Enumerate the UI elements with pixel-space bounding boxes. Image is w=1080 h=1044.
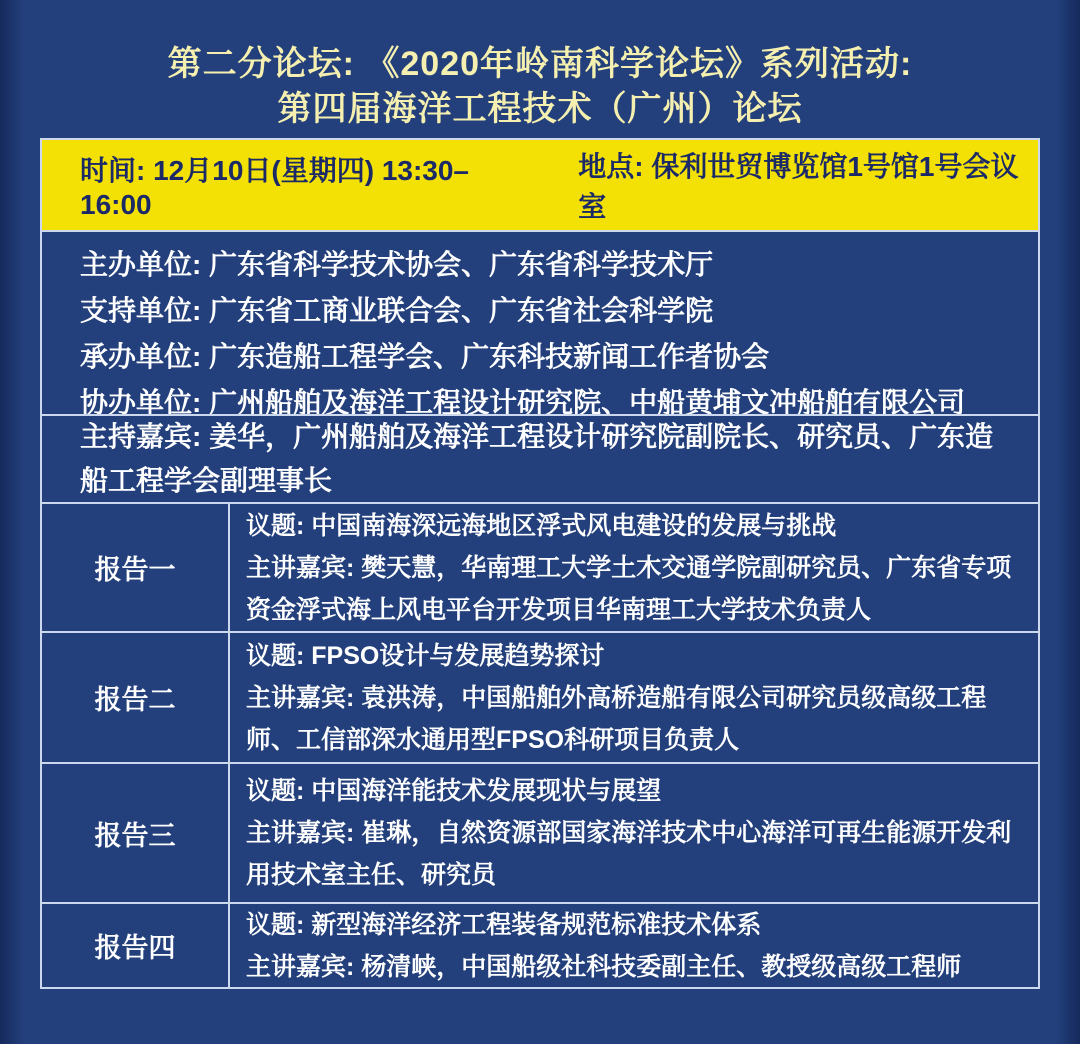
report-1-topic: 议题: 中国南海深远海地区浮式风电建设的发展与挑战 [246,511,837,540]
event-time: 时间: 12月10日(星期四) 13:30–16:00 [80,155,470,220]
report-3-speaker: 主讲嘉宾: 崔琳，自然资源部国家海洋技术中心海洋可再生能源开发利用技术室主任、研究员 [246,819,1012,889]
forum-title [0,0,1080,132]
report-3-topic: 议题: 中国海洋能技术发展现状与展望 [246,777,662,805]
report-2-speaker: 主讲嘉宾: 袁洪涛，中国船舶外高桥造船有限公司研究员级高级工程师、工信部深水通用型FPSO科研项目负责人 [246,683,987,754]
report-1-content [230,504,1038,631]
organizer-support-line: 支持单位: 广东省工商业联合会、广东省社会科学院 [80,295,714,326]
report-1-speaker: 主讲嘉宾: 樊天慧，华南理工大学土木交通学院副研究员、广东省专项资金浮式海上风电平台开发项目华南理工大学技术负责人 [246,553,1012,624]
organizer-host-line: 主办单位: 广东省科学技术协会、广东省科学技术厅 [80,249,714,280]
report-4-content [230,904,1038,987]
report-row-3 [42,762,1038,902]
event-venue: 地点: 保利世贸博览馆1号馆1号会议室 [578,151,1019,222]
agenda-table [40,138,1040,989]
report-2-content [230,633,1038,762]
report-4-label: 报告四 [42,904,230,987]
organizers-section [42,230,1038,418]
report-4-topic: 议题: 新型海洋经济工程装备规范标准技术体系 [246,910,762,939]
forum-title-line1: 第二分论坛: 《2020年岭南科学论坛》系列活动: [167,45,913,83]
organizer-undertake-line: 承办单位: 广东造船工程学会、广东科技新闻工作者协会 [80,341,770,372]
report-1-label: 报告一 [42,504,230,631]
host-text: 主持嘉宾: 姜华，广州船舶及海洋工程设计研究院副院长、研究员、广东造船工程学会副理事长 [80,421,994,496]
report-3-content [230,764,1038,902]
report-4-speaker: 主讲嘉宾: 杨清峡，中国船级社科技委副主任、教授级高级工程师 [246,952,962,981]
host-section [42,414,1038,502]
report-row-4 [42,902,1038,987]
report-2-label: 报告二 [42,633,230,762]
time-venue-banner [42,140,1038,230]
report-2-topic: 议题: FPSO设计与发展趋势探讨 [246,641,605,670]
report-row-2 [42,631,1038,762]
report-3-label: 报告三 [42,764,230,902]
forum-title-line2: 第四届海洋工程技术（广州）论坛 [277,90,803,128]
report-row-1 [42,502,1038,631]
organizer-coorganizer-line: 协办单位: 广州船舶及海洋工程设计研究院、中船黄埔文冲船舶有限公司 [80,387,966,418]
